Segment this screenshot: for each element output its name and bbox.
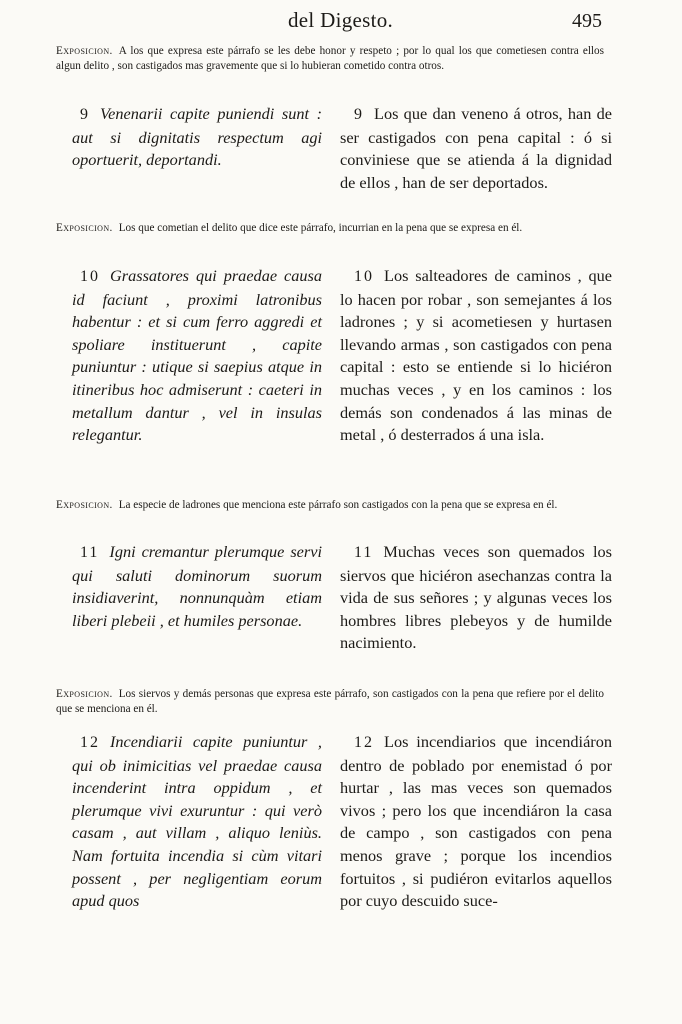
exposition-label: Exposicion.	[56, 688, 113, 700]
page-number: 495	[572, 10, 602, 32]
section-number: 10	[354, 268, 374, 285]
exposition-text: La especie de ladrones que menciona este párrafo son castigados con la pena que se expresa en él.	[118, 499, 558, 511]
section-number: 12	[354, 734, 374, 751]
latin-text: 11 Igni cremantur plerumque servi qui saluti dominorum suorum insidiaverint, nonnunquàm etiam liberi plebeii , et humiles personae.	[72, 542, 322, 630]
page-header	[0, 8, 682, 38]
section-number: 10	[80, 268, 100, 285]
exposition-text: Los que cometian el delito que dice este párrafo, incurrian en la pena que se expresa en él.	[118, 222, 523, 234]
latin-text: 9 Venenarii capite puniendi sunt : aut si dignitatis respectum agi oportuerit, deportandi.	[72, 104, 322, 170]
exposition-note	[56, 498, 604, 513]
latin-text: 12 Incendiarii capite puniuntur , qui ob inimicitias vel praedae causa incenderint intra oppidum , et plerumque vivi exuruntur : qui verò casam , aut villam , aliquo leniùs. Nam fortuita incendia si cùm vitari possent , per negligentiam eorum apud quos	[72, 732, 322, 911]
latin-text: 10 Grassatores qui praedae causa id faciunt , proximi latronibus habentur : et si cum ferro aggredi et spoliare instituerunt , capite puniuntur : utique si saepius atque in itineribus hoc admiserunt : caeteri in metallum dantur , vel in insulas relegantur.	[72, 266, 322, 445]
running-head: del Digesto.	[288, 8, 394, 32]
section-number: 11	[80, 544, 100, 561]
exposition-label: Exposicion.	[56, 45, 113, 57]
exposition-text: A los que expresa este párrafo se les debe honor y respeto ; por lo qual los que cometiesen contra ellos algun delito , son castigados mas gravemente que si lo hubieran cometido contra otros.	[56, 45, 604, 72]
exposition-note	[56, 687, 604, 717]
exposition-note	[56, 44, 604, 74]
spanish-text: 9 Los que dan veneno á otros, han de ser castigados con pena capital : ó si conviniese que se atienda á la dignidad de ellos , han de ser deportados.	[340, 104, 612, 192]
spanish-text: 11 Muchas veces son quemados los siervos que hiciéron asechanzas contra la vida de sus señores ; y algunas veces los hombres libres plebeyos y de humilde nacimiento.	[340, 542, 612, 653]
exposition-note	[56, 221, 604, 236]
section-number: 11	[354, 544, 374, 561]
exposition-text: Los siervos y demás personas que expresa este párrafo, son castigados con la pena que refiere por el delito que se menciona en él.	[56, 688, 604, 715]
section-number: 9	[354, 106, 364, 123]
spanish-text: 10 Los salteadores de caminos , que lo hacen por robar , son semejantes á los ladrones ; y si acometiesen y hurtasen llevando armas , son castigados con pena capital : esto se entiende si lo hiciéron muchas veces , y en los caminos : los demás son condenados á las minas de metal , ó desterrados á una isla.	[340, 266, 612, 445]
section-number: 9	[80, 106, 90, 123]
spanish-text: 12 Los incendiarios que incendiáron dentro de poblado por enemistad ó por hurtar , las mas veces son quemados vivos ; pero los que incendiáron la casa de campo , son castigados con pena menos grave ; porque los incendios fortuitos , si pudiéron evitarlos aquellos por cuyo descuido suce-	[340, 732, 612, 911]
section-number: 12	[80, 734, 100, 751]
exposition-label: Exposicion.	[56, 222, 113, 234]
exposition-label: Exposicion.	[56, 499, 113, 511]
